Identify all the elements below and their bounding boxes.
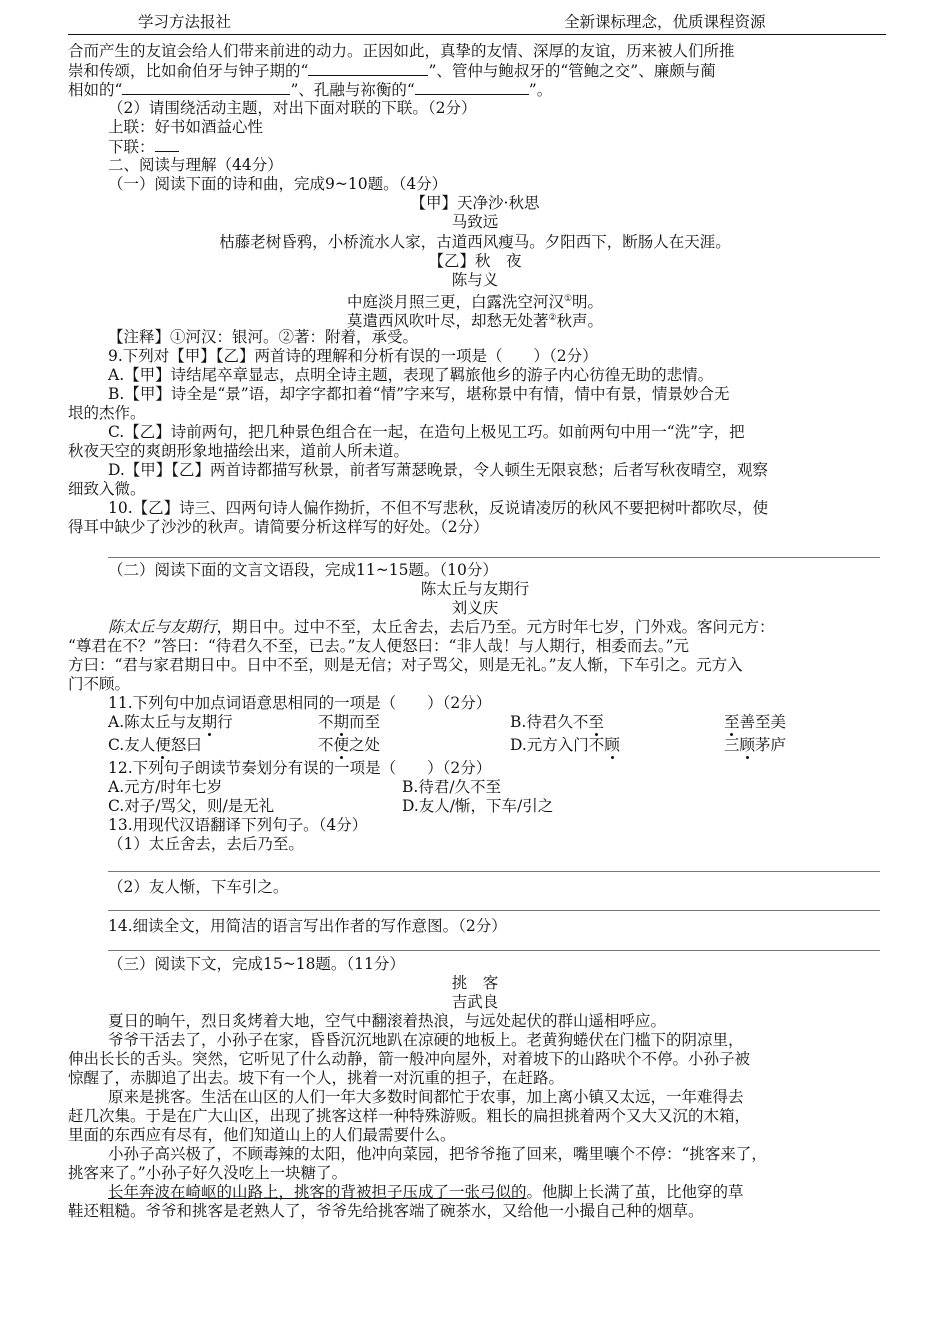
answer-line[interactable] (108, 910, 880, 911)
poem-a-title: 【甲】天净沙·秋思 (410, 194, 540, 212)
passage-line: 伸出长长的舌头。突然，它听见了什么动静，箭一般冲向屋外，对着坡下的山路吠个不停。小孙子被 (68, 1050, 751, 1068)
question-couplet: （2）请围绕活动主题，对出下面对联的下联。（2分） (108, 99, 477, 117)
question-10-cont: 得耳中缺少了沙沙的秋声。请简要分析这样写的好处。（2分） (68, 518, 489, 536)
passage-line: 原来是挑客。生活在山区的人们一年大多数时间都忙于农事，加上离小镇又太远，一年难得去 (108, 1088, 744, 1106)
section-heading: 二、阅读与理解（44分） (108, 156, 283, 174)
question-12: 12.下列句子朗读节奏划分有误的一项是（ ）（2分） (108, 759, 492, 777)
underlined-sentence: 长年奔波在崎岖的山路上，挑客的背被担子压成了一张弓似的 (108, 1183, 527, 1201)
question-11: 11.下列句中加点词语意思相同的一项是（ ）（2分） (108, 694, 492, 712)
option-d[interactable]: D.友人/惭，下车/引之 (402, 797, 554, 815)
option-d-cont: 细致入微。 (68, 480, 146, 498)
paragraph-line: 相如的“ ”、孔融与祢衡的“ ”。 (68, 81, 553, 99)
option-a[interactable]: A.陈太丘与友期行 (108, 713, 233, 731)
option-a-compare: 不期而至 (318, 713, 381, 731)
option-c[interactable]: C.友人便怒曰 (108, 736, 202, 754)
option-d[interactable]: D.元方入门不顾 (510, 736, 620, 754)
header-publisher: 学习方法报社 (138, 13, 232, 31)
option-c[interactable]: C.【乙】诗前两句，把几种景色组合在一起，在造句上极见工巧。如前两句中用一“洗”字，把 (108, 423, 745, 441)
question-9: 9.下列对【甲】【乙】两首诗的理解和分析有误的一项是（ ）（2分） (108, 347, 598, 365)
fill-blank[interactable] (122, 80, 290, 95)
option-b[interactable]: B.【甲】诗全是“景”语，却字字都扣着“情”字来写，堪称景中有情，情中有景，情景妙合无 (108, 385, 730, 403)
fill-blank[interactable] (308, 61, 428, 76)
question-13-2: （2）友人惭，下车引之。 (108, 878, 289, 896)
passage-line: 陈太丘与友期行，期日中。过中不至，太丘舍去，去后乃至。元方时年七岁，门外戏。客问元方： (108, 618, 775, 636)
answer-line[interactable] (108, 871, 880, 872)
couplet-upper: 上联：好书如酒益心性 (108, 118, 264, 136)
passage-line: “尊君在不？”答曰：“待君久不至，已去。”友人便怒曰：“非人哉！与人期行，相委而去。”元 (68, 637, 690, 655)
poem-b-line: 莫遣西风吹叶尽，却愁无处著②秋声。 (346, 312, 604, 331)
page-header (68, 8, 886, 35)
subsection-heading: （二）阅读下面的文言文语段，完成11~15题。（10分） (108, 561, 498, 579)
passage-line: 门不顾。 (68, 675, 131, 693)
passage-line: 方曰：“君与家君期日中。日中不至，则是无信；对子骂父，则是无礼。”友人惭，下车引之。元方入 (68, 656, 743, 674)
question-13-1: （1）太丘舍去，去后乃至。 (108, 835, 304, 853)
text-author: 吉武良 (451, 993, 499, 1011)
answer-blank[interactable] (155, 137, 179, 152)
paragraph-line: 崇和传颂，比如俞伯牙与钟子期的“ ”、管仲与鲍叔牙的“管鲍之交”、廉颇与蔺 (68, 62, 716, 80)
poem-a-text: 枯藤老树昏鸦，小桥流水人家，古道西风瘦马。夕阳西下，断肠人在天涯。 (219, 233, 731, 251)
option-c-cont: 秋夜天空的爽朗形象地描绘出来，道前人所未道。 (68, 442, 410, 460)
passage-line: 赶几次集。于是在广大山区，出现了挑客这样一种特殊游贩。粗长的扁担挑着两个又大又沉的木箱， (68, 1107, 751, 1125)
question-10: 10.【乙】诗三、四两句诗人偏作拗折，不但不写悲秋，反说请凌厉的秋风不要把树叶都吹尽，使 (108, 499, 769, 517)
option-c[interactable]: C.对子/骂父，则/是无礼 (108, 797, 275, 815)
passage-line: 鞋还粗糙。爷爷和挑客是老熟人了，爷爷先给挑客端了碗茶水，又给他一小撮自己种的烟草。 (68, 1202, 704, 1220)
paragraph-line: 合而产生的友谊会给人们带来前进的动力。正因如此，真挚的友情、深厚的友谊，历来被人们所推 (68, 42, 735, 60)
option-d[interactable]: D.【甲】【乙】两首诗都描写秋景，前者写萧瑟晚景，令人顿生无限哀愁；后者写秋夜晴空，观察 (108, 461, 769, 479)
couplet-lower: 下联： (108, 137, 179, 157)
option-b-compare: 至善至美 (724, 713, 787, 731)
poem-a-author: 马致远 (451, 213, 499, 231)
passage-line: 长年奔波在崎岖的山路上，挑客的背被担子压成了一张弓似的。他脚上长满了茧，比他穿的草 (108, 1183, 744, 1201)
option-a[interactable]: A.【甲】诗结尾卒章显志，点明全诗主题，表现了羁旅他乡的游子内心彷徨无助的悲情。 (108, 366, 714, 384)
subsection-heading: （一）阅读下面的诗和曲，完成9~10题。（4分） (108, 175, 448, 193)
text-title: 挑 客 (451, 974, 499, 992)
passage-line: 挑客来了。”小孙子好久没吃上一块糖了。 (68, 1164, 348, 1182)
answer-line[interactable] (108, 557, 880, 558)
option-c-compare: 不便之处 (318, 736, 381, 754)
subsection-heading: （三）阅读下文，完成15~18题。（11分） (108, 955, 405, 973)
header-slogan: 全新课标理念，优质课程资源 (564, 13, 766, 31)
option-b[interactable]: B.待君/久不至 (402, 778, 502, 796)
fill-blank[interactable] (415, 80, 529, 95)
passage-line: 爷爷干活去了，小孙子在家，昏昏沉沉地趴在凉硬的地板上。老黄狗蜷伏在门槛下的阴凉里， (108, 1031, 744, 1049)
poem-b-line: 中庭淡月照三更，白露洗空河汉①明。 (346, 293, 604, 312)
passage-line: 里面的东西应有尽有，他们知道山上的人们最需要什么。 (68, 1126, 456, 1144)
option-b-cont: 垠的杰作。 (68, 404, 146, 422)
text-title: 陈太丘与友期行 (420, 580, 530, 598)
question-13: 13.用现代汉语翻译下列句子。（4分） (108, 816, 368, 834)
annotation: 【注释】①河汉：银河。②著：附着，承受。 (108, 328, 419, 346)
passage-line: 夏日的晌午，烈日炙烤着大地，空气中翻滚着热浪，与远处起伏的群山遥相呼应。 (108, 1012, 667, 1030)
answer-line[interactable] (108, 950, 880, 951)
option-b[interactable]: B.待君久不至 (510, 713, 604, 731)
question-14: 14.细读全文，用简洁的语言写出作者的写作意图。（2分） (108, 917, 507, 935)
poem-b-author: 陈与义 (451, 271, 499, 289)
passage-line: 惊醒了，赤脚追了出去。坡下有一个人，挑着一对沉重的担子，在赶路。 (68, 1069, 565, 1087)
option-d-compare: 三顾茅庐 (724, 736, 787, 754)
text-author: 刘义庆 (451, 599, 499, 617)
passage-line: 小孙子高兴极了，不顾毒辣的太阳，他冲向菜园，把爷爷拖了回来，嘴里嚷个不停：“挑客来了， (108, 1145, 767, 1163)
poem-b-title: 【乙】秋 夜 (428, 252, 522, 270)
option-a[interactable]: A.元方/时年七岁 (108, 778, 223, 796)
